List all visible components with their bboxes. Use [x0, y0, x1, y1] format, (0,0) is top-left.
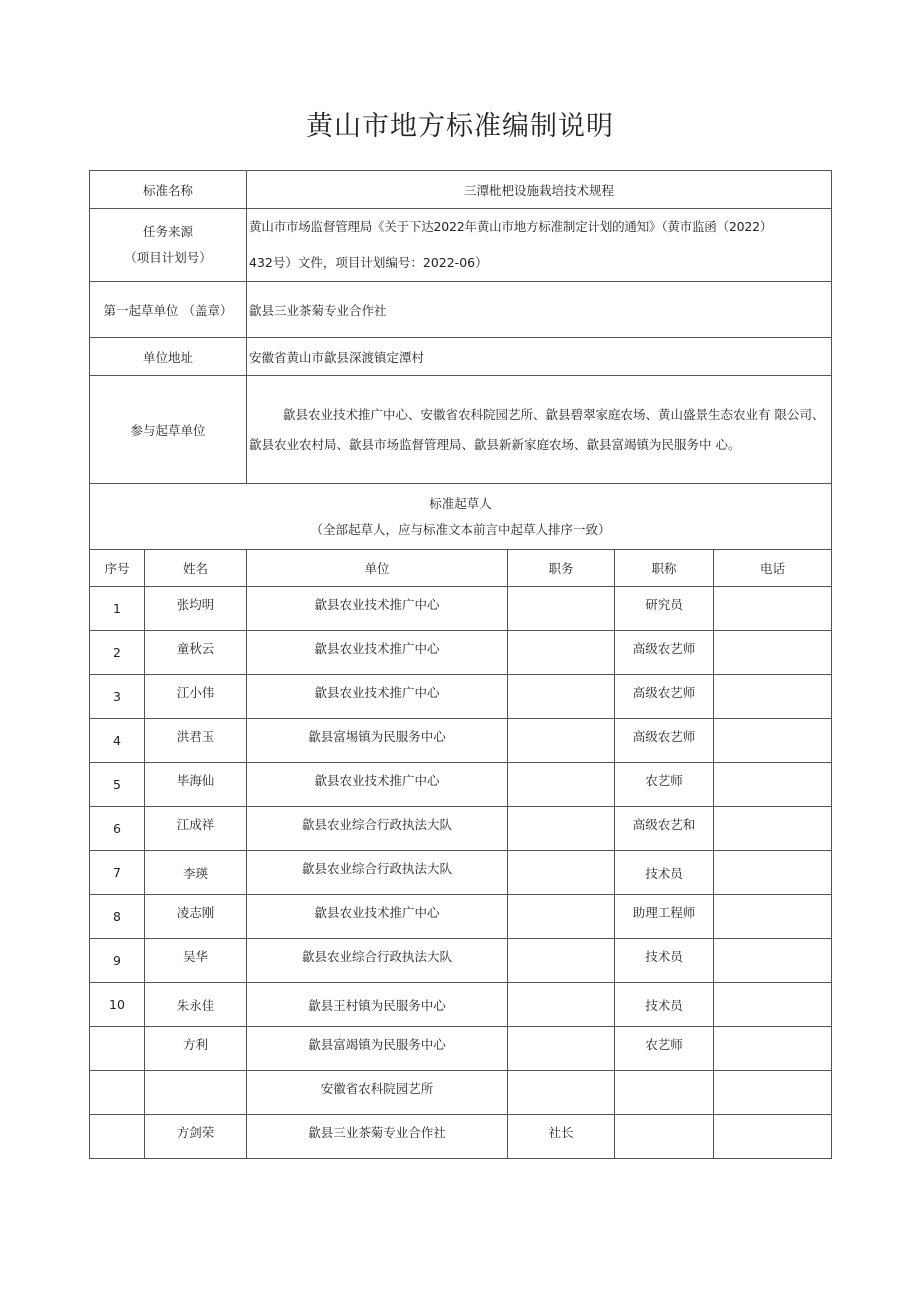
- row-unit: 歙县农业综合行政执法大队: [247, 851, 508, 895]
- participants-row: [90, 376, 832, 484]
- row-no: 9: [90, 939, 145, 983]
- table-row: [90, 1071, 832, 1115]
- row-title: [615, 1071, 714, 1115]
- row-title: 技术员: [615, 939, 714, 983]
- row-phone: [714, 719, 832, 763]
- column-header-unit: 单位: [247, 550, 508, 587]
- standard-name-value: 三潭枇杷设施栽培技术规程: [247, 171, 832, 209]
- row-name: 洪君玉: [145, 719, 247, 763]
- participants-value: 歙县农业技术推广中心、安徽省农科院园艺所、歙县碧翠家庭农场、黄山盛景生态农业有 限公司、歙县农业农村局、歙县市场监督管理局、歙县新新家庭农场、歙县富竭镇为民服务中 心。: [247, 376, 832, 484]
- table-row: [90, 895, 832, 939]
- row-name: 江成祥: [145, 807, 247, 851]
- standard-info-table: [89, 170, 832, 1159]
- drafters-section-subtitle: （全部起草人，应与标准文本前言中起草人排序一致）: [310, 521, 611, 537]
- row-no: 1: [90, 587, 145, 631]
- row-no: 10: [90, 983, 145, 1027]
- table-row: [90, 719, 832, 763]
- row-post: [508, 1071, 615, 1115]
- address-label: 单位地址: [90, 338, 247, 376]
- column-header-title: 职称: [615, 550, 714, 587]
- task-source-line1: 黄山市市场监督管理局《关于下达2022年黄山市地方标准制定计划的通知》（黄市监函（2022）: [249, 219, 773, 234]
- task-source-line2: 432号）文件，项目计划编号：2022-06）: [249, 255, 488, 270]
- row-no: 8: [90, 895, 145, 939]
- row-unit: 歙县三业茶菊专业合作社: [247, 1115, 508, 1159]
- table-row: [90, 983, 832, 1027]
- row-unit: 歙县农业技术推广中心: [247, 895, 508, 939]
- row-post: [508, 587, 615, 631]
- row-title: 农艺师: [615, 763, 714, 807]
- table-row: [90, 851, 832, 895]
- row-no: [90, 1115, 145, 1159]
- row-title: 研究员: [615, 587, 714, 631]
- row-no: 3: [90, 675, 145, 719]
- row-phone: [714, 895, 832, 939]
- row-post: [508, 1027, 615, 1071]
- column-header-row: [90, 550, 832, 587]
- row-unit: 歙县农业综合行政执法大队: [247, 939, 508, 983]
- row-unit: 歙县农业技术推广中心: [247, 675, 508, 719]
- row-post: [508, 763, 615, 807]
- standard-name-row: [90, 171, 832, 209]
- row-no: [90, 1071, 145, 1115]
- row-phone: [714, 939, 832, 983]
- row-name: 凌志刚: [145, 895, 247, 939]
- address-value: 安徽省黄山市歙县深渡镇定潭村: [247, 338, 832, 376]
- row-phone: [714, 587, 832, 631]
- row-title: 助理工程师: [615, 895, 714, 939]
- address-row: [90, 338, 832, 376]
- row-no: 2: [90, 631, 145, 675]
- row-name: 李瑛: [145, 851, 247, 895]
- row-name: 张均明: [145, 587, 247, 631]
- row-unit: 安徽省农科院园艺所: [247, 1071, 508, 1115]
- row-post: 社长: [508, 1115, 615, 1159]
- participants-label: 参与起草单位: [90, 376, 247, 484]
- row-phone: [714, 807, 832, 851]
- row-name: 方剑荣: [145, 1115, 247, 1159]
- first-drafter-value: 歙县三业茶菊专业合作社: [247, 282, 832, 338]
- row-post: [508, 895, 615, 939]
- row-post: [508, 983, 615, 1027]
- row-no: 6: [90, 807, 145, 851]
- row-no: 4: [90, 719, 145, 763]
- row-name: [145, 1071, 247, 1115]
- table-row: [90, 807, 832, 851]
- row-post: [508, 939, 615, 983]
- drafters-section-header: [90, 484, 832, 550]
- row-title: 农艺师: [615, 1027, 714, 1071]
- row-title: 高级农艺师: [615, 631, 714, 675]
- column-header-name: 姓名: [145, 550, 247, 587]
- row-phone: [714, 851, 832, 895]
- row-title: 技术员: [615, 851, 714, 895]
- row-name: 方利: [145, 1027, 247, 1071]
- drafters-section-title: 标准起草人: [429, 495, 492, 511]
- row-no: [90, 1027, 145, 1071]
- table-row: [90, 1115, 832, 1159]
- row-unit: 歙县王村镇为民服务中心: [247, 983, 508, 1027]
- first-drafter-label: 第一起草单位 （盖章）: [90, 282, 247, 338]
- first-drafter-row: [90, 282, 832, 338]
- row-phone: [714, 1115, 832, 1159]
- row-post: [508, 719, 615, 763]
- table-row: [90, 675, 832, 719]
- row-phone: [714, 631, 832, 675]
- standard-name-label: 标准名称: [90, 171, 247, 209]
- row-title: 高级农艺师: [615, 675, 714, 719]
- row-phone: [714, 763, 832, 807]
- row-post: [508, 807, 615, 851]
- row-no: 7: [90, 851, 145, 895]
- table-row: [90, 631, 832, 675]
- row-name: 朱永佳: [145, 983, 247, 1027]
- row-title: 技术员: [615, 983, 714, 1027]
- task-source-value: [247, 209, 832, 282]
- row-name: 吴华: [145, 939, 247, 983]
- task-source-row: [90, 209, 832, 282]
- row-phone: [714, 1071, 832, 1115]
- row-name: 江小伟: [145, 675, 247, 719]
- table-row: [90, 763, 832, 807]
- column-header-post: 职务: [508, 550, 615, 587]
- row-phone: [714, 1027, 832, 1071]
- row-title: 高级农艺和: [615, 807, 714, 851]
- row-unit: 歙县农业技术推广中心: [247, 631, 508, 675]
- row-phone: [714, 675, 832, 719]
- table-row: [90, 587, 832, 631]
- row-unit: 歙县富埸镇为民服务中心: [247, 719, 508, 763]
- row-post: [508, 675, 615, 719]
- drafters-section-cell: [90, 484, 832, 550]
- row-no: 5: [90, 763, 145, 807]
- row-phone: [714, 983, 832, 1027]
- column-header-phone: 电话: [714, 550, 832, 587]
- task-source-label-line1: 任务来源: [143, 224, 194, 239]
- row-name: 童秋云: [145, 631, 247, 675]
- row-title: 高级农艺师: [615, 719, 714, 763]
- table-row: [90, 939, 832, 983]
- row-title: [615, 1115, 714, 1159]
- row-post: [508, 851, 615, 895]
- row-unit: 歙县农业技术推广中心: [247, 587, 508, 631]
- row-unit: 歙县农业综合行政执法大队: [247, 807, 508, 851]
- task-source-label-line2: （项目计划号）: [124, 250, 212, 265]
- row-post: [508, 631, 615, 675]
- page-title: 黄山市地方标准编制说明: [306, 111, 614, 142]
- row-name: 毕海仙: [145, 763, 247, 807]
- row-unit: 歙县富竭镇为民服务中心: [247, 1027, 508, 1071]
- task-source-label: [90, 209, 247, 282]
- row-unit: 歙县农业技术推广中心: [247, 763, 508, 807]
- table-row: [90, 1027, 832, 1071]
- column-header-no: 序号: [90, 550, 145, 587]
